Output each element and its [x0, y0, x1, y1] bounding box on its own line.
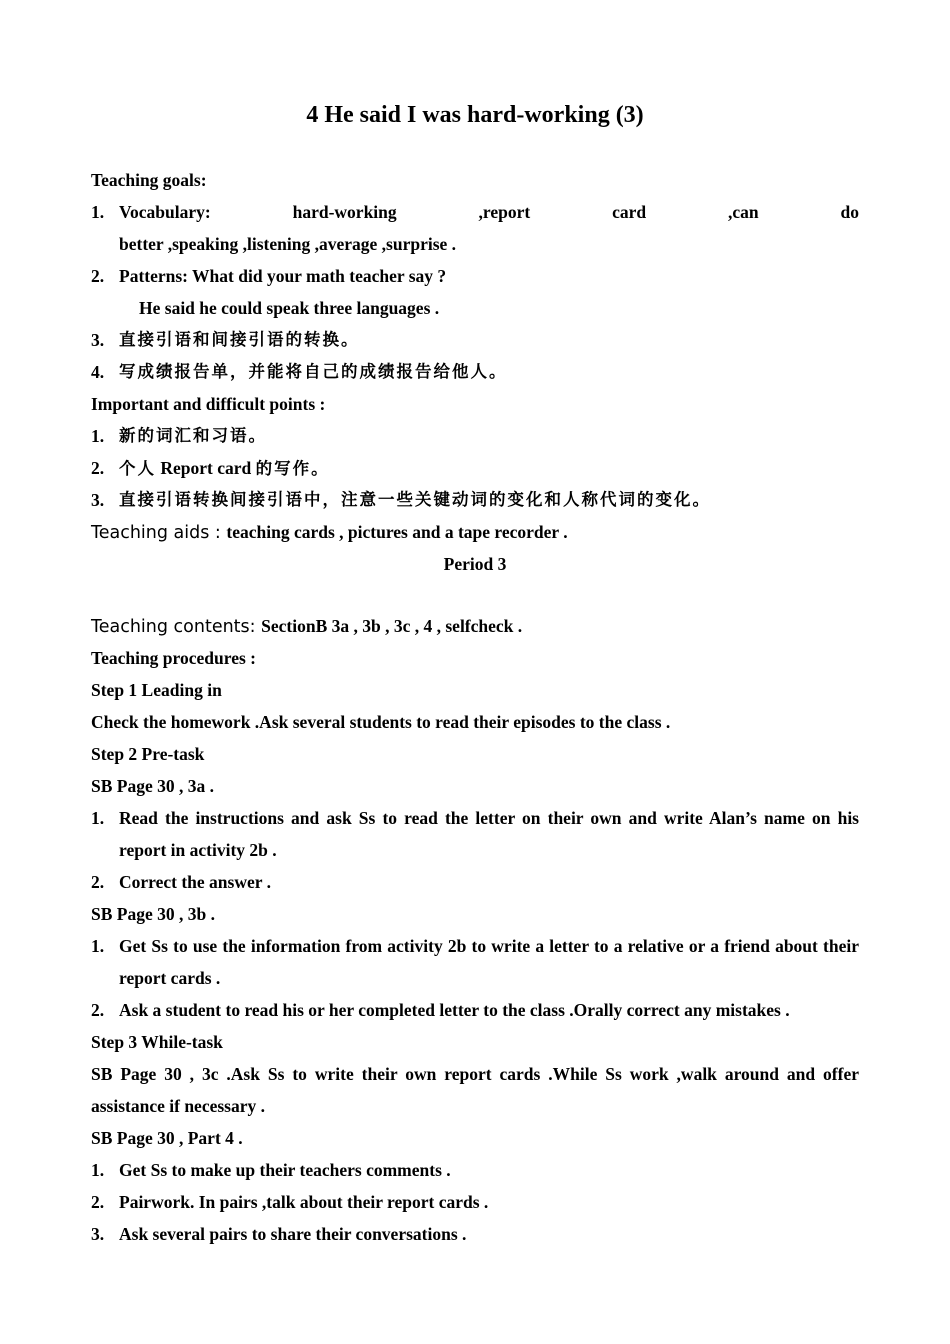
step3-heading: Step 3 While-task — [91, 1032, 223, 1052]
points-heading: Important and difficult points : — [91, 394, 326, 414]
list-number: 3. — [91, 490, 105, 510]
list-number: 4. — [91, 362, 105, 382]
list-number: 2. — [91, 1000, 105, 1020]
step2-heading: Step 2 Pre-task — [91, 744, 205, 764]
teaching-aids — [91, 516, 859, 549]
sb-page-3b: SB Page 30 , 3b . — [91, 904, 215, 924]
document-title: 4 He said I was hard-working (3) — [306, 102, 644, 128]
step1-heading: Step 1 Leading in — [91, 680, 222, 700]
list-number: 1. — [91, 1160, 105, 1180]
teaching-goals-heading: Teaching goals: — [91, 170, 207, 190]
list-number: 1. — [91, 808, 105, 828]
step1-text: Check the homework .Ask several students to read their episodes to the class . — [91, 712, 671, 732]
contents-label: Teaching contents: — [91, 617, 262, 637]
vocab-word: Vocabulary: — [119, 202, 211, 222]
contents-text: SectionB 3a , 3b , 3c , 4 , selfcheck . — [261, 616, 523, 636]
list-number: 2. — [91, 872, 105, 892]
vocabulary-line — [119, 196, 859, 228]
period-heading: Period 3 — [443, 554, 507, 574]
vocab-word: card — [612, 202, 647, 222]
aids-text: teaching cards , pictures and a tape recorder . — [226, 522, 568, 542]
list-number: 1. — [91, 426, 105, 446]
list-number: 2. — [91, 458, 105, 478]
vocab-word: hard-working — [292, 202, 397, 222]
teaching-contents — [91, 610, 859, 643]
aids-label: Teaching aids : — [91, 523, 227, 543]
sb-page-part4: SB Page 30 , Part 4 . — [91, 1128, 243, 1148]
procedures-heading: Teaching procedures : — [91, 648, 256, 668]
list-number: 1. — [91, 202, 105, 222]
vocab-word: ,can — [727, 202, 759, 222]
list-number: 2. — [91, 266, 105, 286]
vocab-word: do — [840, 202, 859, 222]
list-number: 1. — [91, 936, 105, 956]
list-number: 3. — [91, 1224, 105, 1244]
sb-page-3a: SB Page 30 , 3a . — [91, 776, 214, 796]
list-number: 3. — [91, 330, 105, 350]
step3-text: SB Page 30 , 3c .Ask Ss to write their own report cards .While Ss work ,walk around and offer assistance if necessary . — [91, 1064, 859, 1116]
vocab-word: ,report — [478, 202, 531, 222]
list-number: 2. — [91, 1192, 105, 1212]
